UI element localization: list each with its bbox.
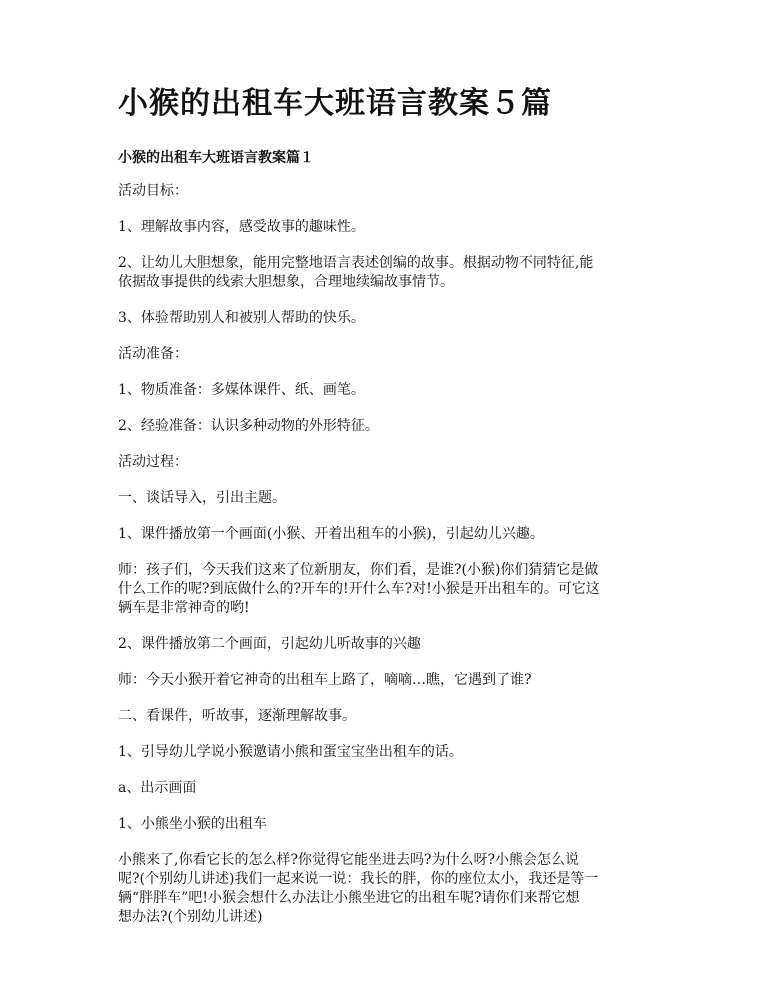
paragraph-teacher-2: 师：今天小猴开着它神奇的出租车上路了，嘀嘀…瞧，它遇到了谁?: [118, 672, 532, 688]
paragraph-prep-2: 2、经验准备：认识多种动物的外形特征。: [118, 418, 379, 434]
section-heading: 小猴的出租车大班语言教案篇１: [118, 150, 314, 166]
paragraph-goal-3: 3、体验帮助别人和被别人帮助的快乐。: [118, 310, 365, 326]
paragraph-bear-story: 小熊来了,你看它长的怎么样?你觉得它能坐进去吗?为什么呀?小熊会怎么说 呢?(个别幼儿讲述)我们一起来说一说：我长的胖，你的座位太小，我还是等一 辆“胖胖车”吧!小猴会想什么办法让小熊坐进它的出租车呢?请你们来帮它想 想办法?(个别幼儿讲述): [118, 852, 599, 925]
paragraph-goal-2: 2、让幼儿大胆想象，能用完整地语言表述创编的故事。根据动物不同特征,能 依据故事提供的线索大胆想象，合理地续编故事情节。: [118, 255, 594, 290]
paragraph-process-heading: 活动过程：: [118, 454, 188, 470]
paragraph-step-2-a: a、出示画面: [118, 780, 197, 796]
paragraph-prep-heading: 活动准备：: [118, 346, 188, 362]
paragraph-prep-1: 1、物质准备：多媒体课件、纸、画笔。: [118, 382, 365, 398]
paragraph-teacher-1: 师：孩子们，今天我们这来了位新朋友，你们看，是谁?(小猴)你们猜猜它是做 什么工作的呢?到底做什么的?开车的!开什么车?对!小猴是开出租车的。可它这 辆车是非常神奇的哟!: [118, 562, 600, 616]
paragraph-step-2-1: 1、引导幼儿学说小猴邀请小熊和蛋宝宝坐出租车的话。: [118, 744, 463, 760]
paragraph-step-2-a-1: 1、小熊坐小猴的出租车: [118, 816, 267, 832]
paragraph-step-2: 二、看课件，听故事，逐渐理解故事。: [118, 708, 356, 724]
paragraph-goals-heading: 活动目标：: [118, 183, 188, 199]
paragraph-goal-1: 1、理解故事内容，感受故事的趣味性。: [118, 219, 365, 235]
paragraph-step-1-1: 1、课件播放第一个画面(小猴、开着出租车的小猴)，引起幼儿兴趣。: [118, 526, 544, 542]
paragraph-step-1-2: 2、课件播放第二个画面，引起幼儿听故事的兴趣: [118, 636, 421, 652]
paragraph-step-1: 一、谈话导入，引出主题。: [118, 490, 286, 506]
document-title: 小猴的出租车大班语言教案５篇: [118, 86, 552, 121]
